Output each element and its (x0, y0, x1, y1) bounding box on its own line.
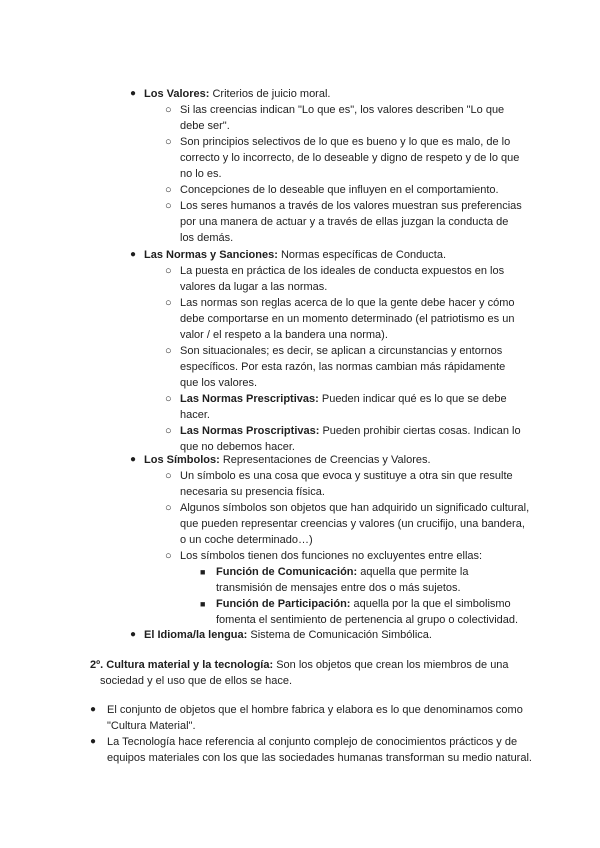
section-idioma (130, 627, 524, 643)
list-item (130, 86, 524, 102)
circle-bullet-icon: ○ (165, 502, 172, 514)
circle-bullet-icon: ○ (165, 470, 172, 482)
list-text: aquella que permite la transmisión de mensajes entre dos o más sujetos. (216, 566, 469, 594)
list-item (165, 548, 530, 564)
term-label: Los Valores: (144, 88, 210, 100)
bullet-icon: ● (130, 88, 137, 99)
section-normas (130, 247, 524, 455)
square-bullet-icon: ■ (200, 599, 206, 609)
term-label: Las Normas Prescriptivas: (180, 393, 319, 405)
term-description: Representaciones de Creencias y Valores. (222, 454, 431, 466)
circle-bullet-icon: ○ (165, 200, 172, 212)
bullet-icon: ● (90, 704, 97, 715)
circle-bullet-icon: ○ (165, 345, 172, 357)
list-text: Los seres humanos a través de los valores muestran sus preferencias por una manera de actuar y a través de ellas juzgan la conducta de los demás. (180, 200, 522, 244)
list-item (165, 295, 525, 343)
bullet-icon: ● (130, 629, 137, 640)
square-bullet-icon: ■ (200, 567, 206, 577)
circle-bullet-icon: ○ (165, 265, 172, 277)
list-item (165, 423, 525, 455)
list-item (130, 627, 524, 643)
list-item (165, 182, 525, 198)
list-item (200, 564, 526, 596)
section-heading (90, 657, 530, 689)
term-label: Función de Comunicación: (216, 566, 358, 578)
list-item (165, 391, 525, 423)
list-text: aquella por la que el simbolismo fomenta el sentimiento de pertenencia al grupo o colectividad. (216, 598, 519, 626)
list-text: Los símbolos tienen dos funciones no excluyentes entre ellas: (180, 550, 483, 562)
term-label: Las Normas y Sanciones: (144, 249, 278, 261)
circle-bullet-icon: ○ (165, 104, 172, 116)
cultura-material-list (90, 702, 532, 766)
list-text: Concepciones de lo deseable que influyen en el comportamiento. (180, 184, 499, 196)
list-text: La puesta en práctica de los ideales de conducta expuestos en los valores da lugar a las normas. (180, 265, 505, 293)
list-text: El conjunto de objetos que el hombre fabrica y elabora es lo que denominamos como "Cultura Material". (107, 704, 523, 732)
term-description: Normas específicas de Conducta. (280, 249, 447, 261)
term-description: Criterios de juicio moral. (212, 88, 331, 100)
section-simbolos (130, 452, 530, 628)
circle-bullet-icon: ○ (165, 136, 172, 148)
list-item (165, 468, 530, 500)
circle-bullet-icon: ○ (165, 425, 172, 437)
list-item (130, 247, 524, 263)
list-item (130, 452, 529, 468)
section-cultura-material (90, 657, 530, 689)
term-label: Los Símbolos: (144, 454, 220, 466)
circle-bullet-icon: ○ (165, 184, 172, 196)
list-text: Son situacionales; es decir, se aplican a circunstancias y entornos específicos. Por esta razón, las normas cambian más rápidamente que los valores. (180, 345, 506, 389)
list-text: Las normas son reglas acerca de lo que la gente debe hacer y cómo debe comportarse en un momento determinado (el patriotismo es un valor / el respeto a la bandera una norma). (180, 297, 515, 341)
list-text: Pueden indicar qué es lo que se debe hacer. (180, 393, 507, 421)
bullet-icon: ● (130, 249, 137, 260)
heading-description: Son los objetos que crean los miembros de una sociedad y el uso que de ellos se hace. (100, 659, 509, 687)
circle-bullet-icon: ○ (165, 550, 172, 562)
list-text: Si las creencias indican "Lo que es", los valores describen "Lo que debe ser". (180, 104, 505, 132)
term-description: Sistema de Comunicación Simbólica. (250, 629, 432, 641)
list-item (90, 702, 532, 734)
list-item (165, 134, 525, 182)
section-valores (130, 86, 524, 246)
list-item (165, 198, 525, 246)
list-item (165, 102, 525, 134)
list-text: Un símbolo es una cosa que evoca y sustituye a otra sin que resulte necesaria su presencia física. (180, 470, 513, 498)
term-label: Las Normas Proscriptivas: (180, 425, 320, 437)
term-label: El Idioma/la lengua: (144, 629, 248, 641)
list-item (90, 734, 532, 766)
list-item (165, 500, 530, 548)
list-text: Son principios selectivos de lo que es bueno y lo que es malo, de lo correcto y lo incorrecto, de lo deseable y digno de respeto y de lo que no lo es. (180, 136, 520, 180)
list-item (165, 263, 525, 295)
list-text: La Tecnología hace referencia al conjunto complejo de conocimientos prácticos y de equipos materiales con los que las sociedades humanas transforman su medio natural. (107, 736, 532, 764)
heading-label: 2º. Cultura material y la tecnología: (90, 659, 274, 671)
circle-bullet-icon: ○ (165, 297, 172, 309)
list-text: Pueden prohibir ciertas cosas. Indican lo que no debemos hacer. (180, 425, 521, 453)
list-item (200, 596, 526, 628)
list-item (165, 343, 525, 391)
bullet-icon: ● (90, 736, 97, 747)
list-text: Algunos símbolos son objetos que han adquirido un significado cultural, que pueden representar creencias y valores (un crucifijo, una bandera, o un coche determinado…) (180, 502, 530, 546)
circle-bullet-icon: ○ (165, 393, 172, 405)
bullet-icon: ● (130, 454, 137, 465)
term-label: Función de Participación: (216, 598, 351, 610)
